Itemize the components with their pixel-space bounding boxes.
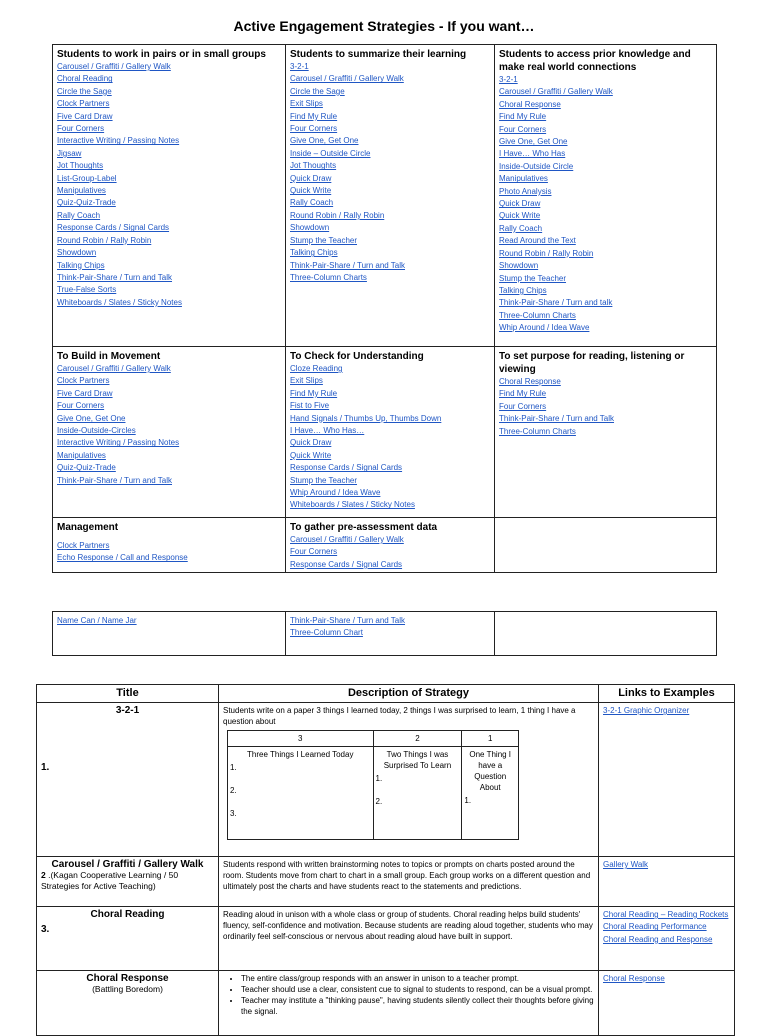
- count-2: 2: [373, 731, 462, 747]
- grid-cell: [53, 45, 286, 347]
- page-title: Active Engagement Strategies - If you want…: [233, 18, 535, 34]
- strategy-link[interactable]: Showdown: [290, 223, 330, 233]
- strategy-link[interactable]: Four Corners: [499, 124, 547, 134]
- strategy-description: Students respond with written brainstorming notes to topics or prompts on charts posted around the room. Students move from chart to chart in a small group. Each group works on a different question and ultimately post the charts and have students react to the statements and predictions.: [223, 860, 591, 891]
- strategy-link[interactable]: Three-Column Charts: [499, 426, 576, 436]
- strategy-link[interactable]: Think-Pair-Share / Turn and Talk: [499, 414, 615, 424]
- three-two-one-organizer: [227, 730, 519, 840]
- strategy-link[interactable]: Jot Thoughts: [57, 161, 104, 171]
- strategy-link[interactable]: I Have… Who Has…: [290, 426, 365, 436]
- strategy-link[interactable]: Circle the Sage: [290, 86, 345, 96]
- grid-cell-header: To Check for Understanding: [290, 351, 424, 362]
- example-link[interactable]: Gallery Walk: [603, 860, 649, 869]
- strategy-link[interactable]: Clock Partners: [57, 99, 110, 109]
- strategy-link[interactable]: Round Robin / Rally Robin: [499, 248, 594, 258]
- strategy-link[interactable]: Clock Partners: [57, 376, 110, 386]
- grid-cell-header: Students to summarize their learning: [290, 49, 467, 60]
- strategy-link[interactable]: Find My Rule: [290, 111, 338, 121]
- strategy-link[interactable]: Carousel / Graffiti / Gallery Walk: [290, 74, 404, 84]
- strategy-link[interactable]: Carousel / Graffiti / Gallery Walk: [57, 62, 171, 71]
- strategy-link[interactable]: Round Robin / Rally Robin: [57, 235, 152, 245]
- strategy-link[interactable]: Read Around the Text: [499, 236, 576, 246]
- grid-cell: [53, 518, 286, 573]
- grid-cell-header: To Build in Movement: [57, 351, 161, 362]
- strategy-link[interactable]: Find My Rule: [290, 388, 338, 398]
- strategy-link[interactable]: Jot Thoughts: [290, 161, 337, 171]
- count-1: 1: [462, 731, 519, 747]
- column-header-links: Links to Examples: [599, 685, 735, 703]
- grid-cell: [286, 347, 495, 518]
- strategy-name: Choral Response: [86, 973, 169, 984]
- strategy-link[interactable]: Hand Signals / Thumbs Up, Thumbs Down: [290, 413, 442, 423]
- strategy-link[interactable]: Whiteboards / Slates / Sticky Notes: [57, 297, 182, 307]
- strategy-link[interactable]: Response Cards / Signal Cards: [290, 463, 403, 473]
- strategy-link[interactable]: Echo Response / Call and Response: [57, 553, 188, 563]
- strategy-link[interactable]: Fist to Five: [290, 401, 330, 411]
- strategy-link[interactable]: Round Robin / Rally Robin: [290, 210, 385, 220]
- grid-cell: [53, 612, 286, 656]
- strategy-description: Students write on a paper 3 things I learned today, 2 things I was surprised to learn, 1 thing I have a question about: [223, 706, 576, 726]
- strategy-link[interactable]: Quiz-Quiz-Trade: [57, 463, 116, 473]
- grid-cell: [495, 347, 717, 518]
- strategy-link[interactable]: Carousel / Graffiti / Gallery Walk: [499, 87, 613, 97]
- strategy-link[interactable]: Four Corners: [57, 401, 105, 411]
- strategy-link[interactable]: Manipulatives: [57, 450, 106, 460]
- bullet-item: • Teacher may institute a "thinking pause", having students silently collect their thoughts before giving the signal.: [241, 995, 594, 1017]
- strategy-number: 2: [41, 870, 46, 880]
- strategy-bullets: [223, 973, 594, 1017]
- strategy-link[interactable]: Whip Around / Idea Wave: [290, 488, 381, 498]
- strategy-link[interactable]: Three-Column Chart: [290, 628, 363, 638]
- grid-cell: [495, 45, 717, 347]
- example-link[interactable]: Choral Reading Performance: [603, 922, 707, 932]
- strategy-link[interactable]: Quick Draw: [290, 438, 332, 448]
- strategy-link[interactable]: Stump the Teacher: [499, 273, 567, 283]
- example-link[interactable]: Choral Reading – Reading Rockets: [603, 910, 729, 919]
- strategy-link[interactable]: Rally Coach: [290, 198, 334, 208]
- strategy-link[interactable]: Choral Reading: [57, 74, 113, 84]
- strategy-link[interactable]: Five Card Draw: [57, 388, 113, 398]
- strategy-link[interactable]: Quick Write: [290, 186, 332, 196]
- table-row: [37, 971, 735, 1036]
- strategy-link[interactable]: Rally Coach: [499, 223, 543, 233]
- organizer-heading: Three Things I Learned Today: [247, 750, 354, 759]
- blank-line: 1.: [230, 763, 237, 772]
- strategy-link[interactable]: Find My Rule: [499, 389, 547, 399]
- blank-line: 1.: [464, 796, 472, 805]
- strategy-link[interactable]: Manipulatives: [499, 174, 548, 184]
- strategy-link[interactable]: Interactive Writing / Passing Notes: [57, 438, 180, 448]
- grid-cell-header: To gather pre-assessment data: [290, 522, 438, 533]
- grid-cell: [286, 45, 495, 347]
- grid-cell-header: Students to access prior knowledge and make real world connections: [499, 49, 691, 73]
- strategy-grid-extra: [52, 611, 717, 656]
- strategy-link[interactable]: Three-Column Charts: [499, 310, 576, 320]
- strategy-link[interactable]: Manipulatives: [57, 186, 106, 196]
- strategy-link[interactable]: Whip Around / Idea Wave: [499, 323, 590, 333]
- grid-cell-header: To set purpose for reading, listening or viewing: [499, 351, 685, 375]
- strategy-link[interactable]: Choral Response: [499, 377, 561, 386]
- strategy-link[interactable]: Jigsaw: [57, 148, 82, 158]
- strategy-link[interactable]: Choral Response: [499, 99, 561, 109]
- strategy-link[interactable]: Response Cards / Signal Cards: [290, 559, 403, 569]
- example-link[interactable]: 3-2-1 Graphic Organizer: [603, 706, 690, 715]
- table-row: [37, 703, 735, 857]
- strategy-link[interactable]: 3-2-1: [290, 62, 309, 71]
- strategy-link[interactable]: Whiteboards / Slates / Sticky Notes: [290, 500, 415, 510]
- count-3: 3: [228, 731, 374, 747]
- organizer-heading: Two Things I was Surprised To Learn: [383, 750, 452, 770]
- strategy-link[interactable]: Talking Chips: [57, 260, 105, 270]
- strategy-link[interactable]: Quick Write: [499, 211, 541, 221]
- strategy-link[interactable]: Four Corners: [290, 547, 338, 557]
- grid-cell: [286, 612, 495, 656]
- strategy-link[interactable]: Think-Pair-Share / Turn and Talk: [290, 260, 406, 270]
- strategy-link[interactable]: Carousel / Graffiti / Gallery Walk: [57, 364, 171, 373]
- strategy-link[interactable]: Give One, Get One: [499, 137, 568, 147]
- strategy-link[interactable]: Five Card Draw: [57, 111, 113, 121]
- table-row: [37, 857, 735, 907]
- strategy-link[interactable]: Exit Slips: [290, 99, 323, 109]
- strategy-link[interactable]: Think-Pair-Share / Turn and Talk: [57, 475, 173, 485]
- column-header-title: Title: [37, 685, 219, 703]
- organizer-heading: One Thing I have a Question About: [469, 750, 512, 792]
- grid-cell: [53, 347, 286, 518]
- strategy-name: Carousel / Graffiti / Gallery Walk: [51, 859, 204, 870]
- strategy-description: Reading aloud in unison with a whole class or group of students. Choral reading helps build students' fluency, self-confidence and motivation. Because students are reading aloud together, students who may ordinarily feel self-conscious or nervous about reading aloud have built in support.: [223, 910, 593, 941]
- strategy-link[interactable]: Name Can / Name Jar: [57, 616, 137, 625]
- strategy-link[interactable]: Inside-Outside Circle: [499, 161, 574, 171]
- strategy-link[interactable]: Stump the Teacher: [290, 235, 358, 245]
- strategy-link[interactable]: Inside – Outside Circle: [290, 148, 371, 158]
- strategy-link[interactable]: List-Group-Label: [57, 173, 117, 183]
- strategy-link[interactable]: Exit Slips: [290, 376, 323, 386]
- strategy-link[interactable]: Stump the Teacher: [290, 475, 358, 485]
- bullet-item: • The entire class/group responds with an answer in unison to a teacher prompt.: [241, 973, 594, 984]
- blank-line: 2.: [230, 786, 237, 795]
- strategy-source: (Battling Boredom): [92, 984, 163, 994]
- strategy-link[interactable]: Give One, Get One: [57, 413, 126, 423]
- strategy-link[interactable]: Carousel / Graffiti / Gallery Walk: [290, 535, 404, 544]
- grid-cell: [286, 518, 495, 573]
- table-row: [37, 907, 735, 971]
- strategy-link[interactable]: Three-Column Charts: [290, 272, 367, 282]
- strategy-link[interactable]: Talking Chips: [290, 248, 338, 258]
- strategy-link[interactable]: Cloze Reading: [290, 364, 343, 373]
- strategy-source: .(Kagan Cooperative Learning / 50 Strategies for Active Teaching): [41, 870, 179, 891]
- strategy-link[interactable]: Think-Pair-Share / Turn and talk: [499, 298, 613, 308]
- strategy-link[interactable]: Four Corners: [290, 124, 338, 134]
- strategy-link[interactable]: Talking Chips: [499, 285, 547, 295]
- strategy-link[interactable]: Inside-Outside-Circles: [57, 426, 136, 436]
- grid-cell-header: Management: [57, 522, 119, 533]
- strategy-link[interactable]: Showdown: [57, 248, 97, 258]
- grid-cell-header: Students to work in pairs or in small groups: [57, 49, 266, 60]
- strategy-number: 3.: [41, 924, 50, 935]
- strategy-link[interactable]: Four Corners: [57, 124, 105, 134]
- strategy-link[interactable]: Quick Write: [290, 450, 332, 460]
- strategy-link[interactable]: I Have… Who Has: [499, 149, 566, 159]
- example-link[interactable]: Choral Response: [603, 974, 665, 983]
- strategy-link[interactable]: Showdown: [499, 261, 539, 271]
- strategy-grid: [52, 44, 717, 573]
- strategy-link[interactable]: Clock Partners: [57, 541, 110, 550]
- grid-cell: [495, 518, 717, 573]
- strategy-link[interactable]: 3-2-1: [499, 75, 518, 84]
- column-header-description: Description of Strategy: [219, 685, 599, 703]
- strategy-link[interactable]: Give One, Get One: [290, 136, 359, 146]
- strategy-link[interactable]: Rally Coach: [57, 210, 101, 220]
- strategy-link[interactable]: Photo Analysis: [499, 186, 552, 196]
- strategy-link[interactable]: Think-Pair-Share / Turn and Talk: [57, 272, 173, 282]
- strategy-link[interactable]: Quick Draw: [499, 199, 541, 209]
- strategy-link[interactable]: Quick Draw: [290, 173, 332, 183]
- strategy-link[interactable]: Think-Pair-Share / Turn and Talk: [290, 616, 406, 625]
- grid-cell: [495, 612, 717, 656]
- blank-line: 2.: [375, 797, 383, 806]
- strategy-description-table: [36, 684, 735, 1036]
- example-link[interactable]: Choral Reading and Response: [603, 934, 713, 944]
- strategy-number: 1.: [41, 762, 50, 773]
- strategy-link[interactable]: Quiz-Quiz-Trade: [57, 198, 116, 208]
- strategy-name: 3-2-1: [115, 705, 140, 716]
- strategy-link[interactable]: Circle the Sage: [57, 86, 112, 96]
- strategy-link[interactable]: Response Cards / Signal Cards: [57, 223, 170, 233]
- blank-line: 3.: [230, 809, 237, 818]
- strategy-link[interactable]: True-False Sorts: [57, 285, 117, 295]
- strategy-link[interactable]: Four Corners: [499, 401, 547, 411]
- strategy-link[interactable]: Find My Rule: [499, 112, 547, 122]
- strategy-link[interactable]: Interactive Writing / Passing Notes: [57, 136, 180, 146]
- blank-line: 1.: [375, 774, 383, 783]
- strategy-name: Choral Reading: [90, 909, 165, 920]
- bullet-item: • Teacher should use a clear, consistent cue to signal to students to respond, can be a visual prompt.: [241, 984, 594, 995]
